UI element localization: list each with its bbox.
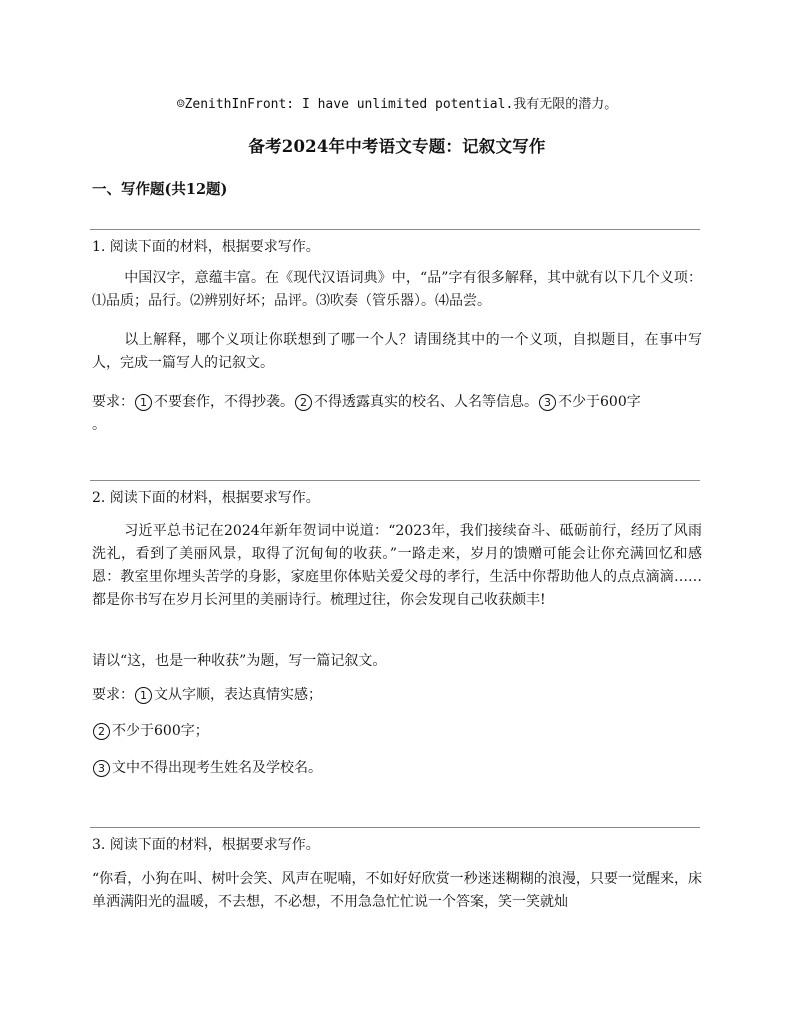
document-title: 备考2024年中考语文专题：记叙文写作 — [248, 137, 546, 156]
requirement-1: 文从字顺，表达真情实感； — [154, 687, 322, 703]
question-2-title: 2. 阅读下面的材料，根据要求写作。 — [92, 490, 320, 506]
circled-number-3: 3 — [93, 760, 110, 777]
circled-number-2: 2 — [93, 723, 110, 740]
question-1-title: 1. 阅读下面的材料，根据要求写作。 — [92, 239, 320, 255]
circled-number-3: 3 — [539, 394, 556, 411]
divider-rule — [90, 229, 700, 230]
question-3-material: “你看，小狗在叫、树叶会笑、风声在呢喃，不如好好欣赏一秒迷迷糊糊的浪漫，只要一觉醒来，床单洒满阳光的温暖，不去想，不必想，不用急急忙忙说一个答案，笑一笑就灿 — [92, 871, 702, 910]
header-text: ZenithInFront: I have unlimited potential.我有无限的潜力。 — [184, 97, 618, 112]
question-2-material: 习近平总书记在2024年新年贺词中说道：“2023年，我们接续奋斗、砥砺前行，经历了风雨洗礼，看到了美丽风景，取得了沉甸甸的收获。”一路走来，岁月的馈赠可能会让你充满回忆和感恩：教室里你埋头苦学的身影，家庭里你体贴关爱父母的孝行，生活中你帮助他人的点点滴滴……都是你书写在岁月长河里的美丽诗行。梳理过往，你会发现自己收获颇丰! — [92, 523, 702, 608]
question-1-material: 中国汉字，意蕴丰富。在《现代汉语词典》中，“品”字有很多解释，其中就有以下几个义项：⑴品质；品行。⑵辨别好坏；品评。⑶吹奏（管乐器）。⑷品尝。 — [92, 270, 702, 309]
question-2-requirement-1 — [92, 684, 702, 707]
divider-rule — [90, 827, 700, 828]
section-heading: 一、写作题(共12题) — [92, 181, 228, 198]
requirement-2: 不少于600字； — [112, 723, 209, 739]
requirement-1: 不要套作，不得抄袭。 — [154, 394, 294, 410]
question-2-requirement-3 — [92, 757, 702, 780]
requirement-2: 不得透露真实的校名、人名等信息。 — [314, 394, 538, 410]
requirement-3: 不少于600字 — [558, 394, 641, 410]
requirement-label: 要求： — [92, 394, 134, 410]
circled-number-2: 2 — [295, 394, 312, 411]
question-1-requirements — [92, 391, 702, 437]
circled-number-1: 1 — [135, 394, 152, 411]
question-1-instruction: 以上解释，哪个义项让你联想到了哪一个人？请围绕其中的一个义项，自拟题目，在事中写人，完成一篇写人的记叙文。 — [92, 332, 702, 371]
question-2-prompt: 请以“这，也是一种收获”为题，写一篇记叙文。 — [92, 653, 387, 669]
smiley-icon: ☺ — [176, 97, 185, 112]
circled-number-1: 1 — [135, 687, 152, 704]
requirement-tail: 。 — [92, 417, 106, 433]
divider-rule — [90, 480, 700, 481]
requirement-label: 要求： — [92, 687, 134, 703]
header-motto — [0, 93, 794, 112]
question-2-requirement-2 — [92, 720, 702, 743]
question-3-title: 3. 阅读下面的材料，根据要求写作。 — [92, 837, 320, 853]
requirement-3: 文中不得出现考生姓名及学校名。 — [112, 760, 322, 776]
